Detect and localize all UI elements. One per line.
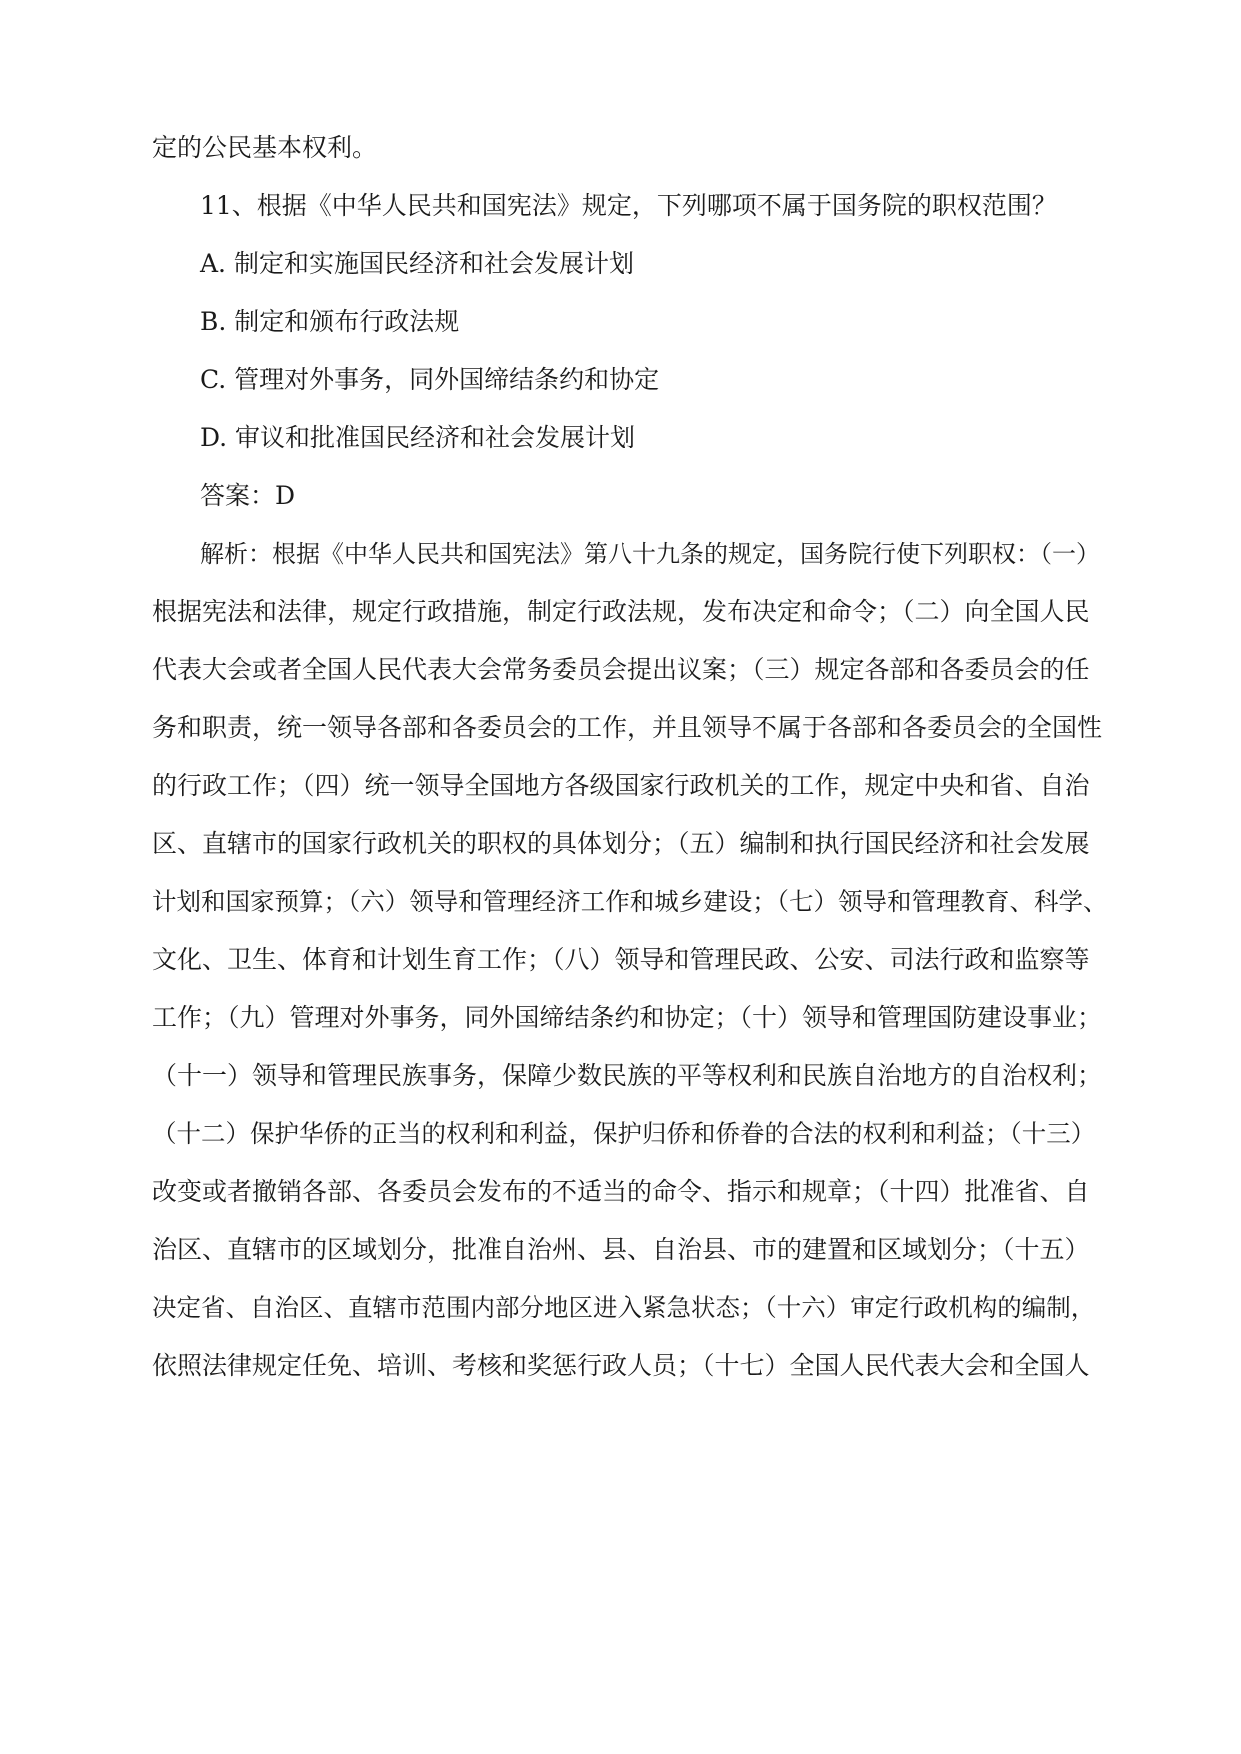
analysis-line: （十一）领导和管理民族事务，保障少数民族的平等权利和民族自治地方的自治权利； (152, 1061, 1103, 1090)
analysis-line: 务和职责，统一领导各部和各委员会的工作，并且领导不属于各部和各委员会的全国性 (152, 713, 1103, 742)
analysis-line: 改变或者撤销各部、各委员会发布的不适当的命令、指示和规章；（十四）批准省、自 (152, 1177, 1090, 1206)
analysis-line: 根据宪法和法律，规定行政措施，制定行政法规，发布决定和命令；（二）向全国人民 (152, 597, 1090, 626)
option-a: A. 制定和实施国民经济和社会发展计划 (200, 249, 634, 278)
analysis-line: 治区、直辖市的区域划分，批准自治州、县、自治县、市的建置和区域划分；（十五） (152, 1235, 1090, 1264)
option-d: D. 审议和批准国民经济和社会发展计划 (200, 423, 636, 452)
analysis-line: 决定省、自治区、直辖市范围内部分地区进入紧急状态；（十六）审定行政机构的编制， (152, 1293, 1096, 1322)
analysis-line: 解析：根据《中华人民共和国宪法》第八十九条的规定，国务院行使下列职权：（一） (200, 540, 1100, 568)
analysis-line: 代表大会或者全国人民代表大会常务委员会提出议案；（三）规定各部和各委员会的任 (152, 655, 1090, 684)
question-stem: 11、根据《中华人民共和国宪法》规定，下列哪项不属于国务院的职权范围？ (200, 191, 1057, 220)
analysis-line: （十二）保护华侨的正当的权利和利益，保护归侨和侨眷的合法的权利和利益；（十三） (152, 1119, 1096, 1148)
analysis-line: 计划和国家预算；（六）领导和管理经济工作和城乡建设；（七）领导和管理教育、科学、 (152, 887, 1108, 916)
analysis-line: 文化、卫生、体育和计划生育工作；（八）领导和管理民政、公安、司法行政和监察等 (152, 945, 1090, 974)
option-c: C. 管理对外事务，同外国缔结条约和协定 (200, 365, 660, 394)
continuation-text: 定的公民基本权利。 (152, 133, 378, 162)
analysis-line: 区、直辖市的国家行政机关的职权的具体划分；（五）编制和执行国民经济和社会发展 (152, 829, 1090, 858)
analysis-line: 的行政工作；（四）统一领导全国地方各级国家行政机关的工作，规定中央和省、自治 (152, 771, 1090, 800)
option-b: B. 制定和颁布行政法规 (200, 307, 460, 336)
answer-line: 答案：D (200, 481, 296, 510)
analysis-line: 依照法律规定任免、培训、考核和奖惩行政人员；（十七）全国人民代表大会和全国人 (152, 1351, 1090, 1380)
analysis-line: 工作；（九）管理对外事务，同外国缔结条约和协定；（十）领导和管理国防建设事业； (152, 1003, 1103, 1032)
